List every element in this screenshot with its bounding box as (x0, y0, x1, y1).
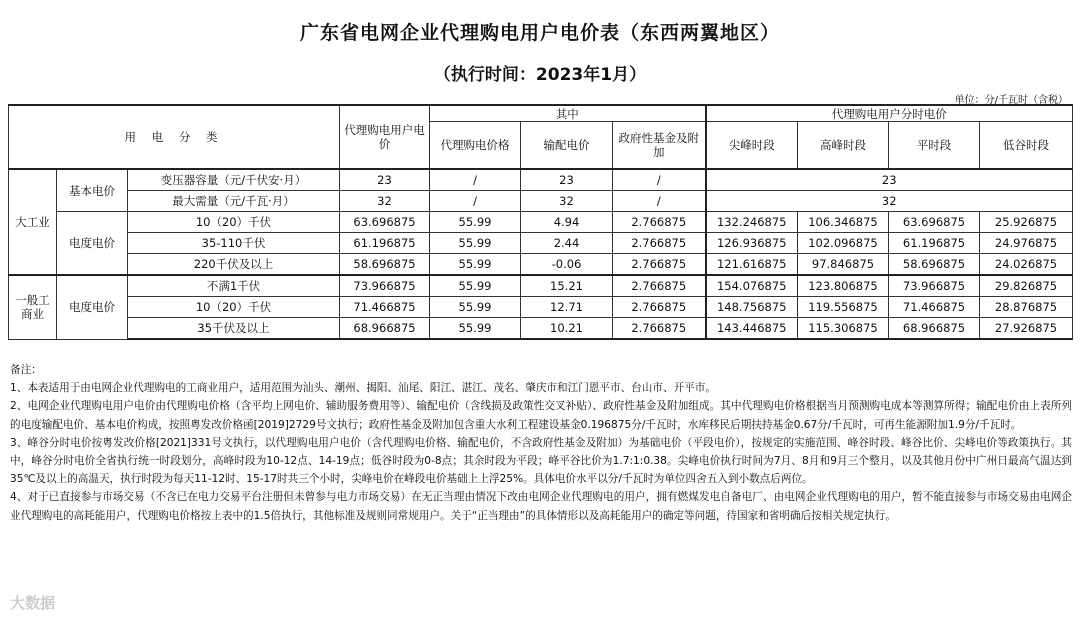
cell-peak: 154.076875 (706, 275, 798, 297)
cell-high: 119.556875 (798, 297, 889, 318)
table-row (9, 191, 1073, 212)
cell-peak: 143.446875 (706, 318, 798, 340)
cell-purchase: 55.99 (430, 233, 521, 254)
cell-agent: 32 (340, 191, 430, 212)
header-valley: 低谷时段 (980, 122, 1073, 170)
cell-agent: 63.696875 (340, 212, 430, 233)
row-label: 最大需量（元/千瓦·月） (128, 191, 340, 212)
cell-agent: 58.696875 (340, 254, 430, 276)
table-row (9, 275, 1073, 297)
header-peak: 尖峰时段 (706, 122, 798, 170)
note-3: 3、峰谷分时电价按粤发改价格[2021]331号文执行，以代理购电用户电价（含代理购电价格、输配电价，不含政府性基金及附加）为基础电价（平段电价），按规定的实施范围、峰谷时段、峰谷比价、尖峰电价等政策执行。其中，峰谷分时电价全省执行统一时段划分，高峰时段为10-12点、14-19点；低谷时段为0-8点；其余时段为平段；峰平谷比价为1.7:1:0.38。尖峰电价执行时间为7月、8月和9月三个整月，以及其他月份中广州日最高气温达到35℃及以上的高温天，执行时段为每天11-12时、15-17时共三个小时，尖峰电价在峰段电价基础上上浮25%。具体电价水平以分/千瓦时为单位四舍五入到小数点后两位。 (10, 436, 1072, 486)
cell-distribution: 4.94 (521, 212, 613, 233)
cell-peak: 126.936875 (706, 233, 798, 254)
header-of-which: 其中 (430, 105, 706, 122)
notes-section (10, 361, 1072, 525)
cell-valley: 28.876875 (980, 297, 1073, 318)
cell-fund: 2.766875 (613, 254, 706, 276)
table-row (9, 169, 1073, 191)
note-1: 1、本表适用于由电网企业代理购电的工商业用户，适用范围为汕头、潮州、揭阳、汕尾、阳江、湛江、茂名、肇庆市和江门恩平市、台山市、开平市。 (10, 382, 716, 395)
cell-fund: 2.766875 (613, 212, 706, 233)
cell-valley: 24.026875 (980, 254, 1073, 276)
cell-tou: 23 (706, 169, 1073, 191)
page-title: 广东省电网企业代理购电用户电价表（东西两翼地区） (299, 22, 780, 44)
table-row (9, 254, 1073, 276)
cell-distribution: 2.44 (521, 233, 613, 254)
table-row (9, 233, 1073, 254)
header-high: 高峰时段 (798, 122, 889, 170)
cell-distribution: 32 (521, 191, 613, 212)
cell-distribution: -0.06 (521, 254, 613, 276)
cell-high: 123.806875 (798, 275, 889, 297)
cell-flat: 61.196875 (889, 233, 980, 254)
cell-agent: 73.966875 (340, 275, 430, 297)
cell-valley: 27.926875 (980, 318, 1073, 340)
group-large-industry: 大工业 (9, 169, 57, 275)
cell-high: 115.306875 (798, 318, 889, 340)
cell-fund: 2.766875 (613, 297, 706, 318)
header-time-of-use: 代理购电用户分时电价 (706, 105, 1073, 122)
table-row (9, 318, 1073, 340)
cell-agent: 68.966875 (340, 318, 430, 340)
cell-purchase: 55.99 (430, 318, 521, 340)
cell-fund: / (613, 191, 706, 212)
group-energy-price: 电度电价 (57, 275, 128, 339)
cell-purchase: / (430, 191, 521, 212)
cell-flat: 68.966875 (889, 318, 980, 340)
header-fund: 政府性基金及附加 (613, 122, 706, 170)
cell-agent: 23 (340, 169, 430, 191)
cell-purchase: / (430, 169, 521, 191)
note-2: 2、电网企业代理购电用户电价由代理购电价格（含平均上网电价、辅助服务费用等）、输配电价（含线损及政策性交叉补贴）、政府性基金及附加组成。其中代理购电价格根据当月预测购电成本等测算所得；输配电价由上表所列的电度输配电价、基本电价构成，按照粤发改价格函[2019]2729号文执行；政府性基金及附加包含重大水利工程建设基金0.196875分/千瓦时，水库移民后期扶持基金0.67分/千瓦时，可再生能源附加1.9分/千瓦时。 (10, 400, 1072, 431)
cell-valley: 25.926875 (980, 212, 1073, 233)
row-label: 35-110千伏 (128, 233, 340, 254)
header-flat: 平时段 (889, 122, 980, 170)
cell-high: 97.846875 (798, 254, 889, 276)
cell-agent: 71.466875 (340, 297, 430, 318)
tariff-table (8, 104, 1073, 340)
group-general: 一般工商业 (9, 275, 57, 339)
row-label: 10（20）千伏 (128, 297, 340, 318)
cell-fund: 2.766875 (613, 318, 706, 340)
cell-flat: 58.696875 (889, 254, 980, 276)
unit-note: 单位：分/千瓦时（含税） (954, 95, 1068, 106)
header-agent-price: 代理购电用户电价 (340, 105, 430, 169)
cell-peak: 121.616875 (706, 254, 798, 276)
cell-distribution: 23 (521, 169, 613, 191)
cell-purchase: 55.99 (430, 297, 521, 318)
cell-purchase: 55.99 (430, 254, 521, 276)
row-label: 10（20）千伏 (128, 212, 340, 233)
cell-distribution: 10.21 (521, 318, 613, 340)
cell-tou: 32 (706, 191, 1073, 212)
cell-agent: 61.196875 (340, 233, 430, 254)
row-label: 220千伏及以上 (128, 254, 340, 276)
cell-high: 106.346875 (798, 212, 889, 233)
cell-valley: 24.976875 (980, 233, 1073, 254)
cell-purchase: 55.99 (430, 275, 521, 297)
header-category: 用 电 分 类 (9, 105, 340, 169)
group-energy-price: 电度电价 (57, 212, 128, 276)
note-4: 4、对于已直接参与市场交易（不含已在电力交易平台注册但未曾参与电力市场交易）在无正当理由情况下改由电网企业代理购电的用户，拥有燃煤发电自备电厂、由电网企业代理购电的用户，暂不能直接参与市场交易由电网企业代理购电的高耗能用户，代理购电价格按上表中的1.5倍执行，其他标准及规则同常规用户。关于“正当理由”的具体情形以及高耗能用户的确定等问题，待国家和省明确后按相关规定执行。 (10, 491, 1072, 522)
notes-heading: 备注： (10, 364, 42, 376)
cell-valley: 29.826875 (980, 275, 1073, 297)
cell-peak: 132.246875 (706, 212, 798, 233)
row-label: 变压器容量（元/千伏安·月） (128, 169, 340, 191)
cell-flat: 71.466875 (889, 297, 980, 318)
watermark: 大数据 (10, 594, 56, 612)
cell-high: 102.096875 (798, 233, 889, 254)
cell-fund: 2.766875 (613, 275, 706, 297)
row-label: 35千伏及以上 (128, 318, 340, 340)
cell-fund: / (613, 169, 706, 191)
cell-fund: 2.766875 (613, 233, 706, 254)
row-label: 不满1千伏 (128, 275, 340, 297)
cell-flat: 63.696875 (889, 212, 980, 233)
table-row (9, 212, 1073, 233)
cell-distribution: 12.71 (521, 297, 613, 318)
header-distribution: 输配电价 (521, 122, 613, 170)
group-basic-price: 基本电价 (57, 169, 128, 212)
cell-distribution: 15.21 (521, 275, 613, 297)
cell-purchase: 55.99 (430, 212, 521, 233)
table-row (9, 297, 1073, 318)
header-purchase: 代理购电价格 (430, 122, 521, 170)
cell-peak: 148.756875 (706, 297, 798, 318)
page-subtitle: （执行时间：2023年1月） (433, 65, 647, 85)
cell-flat: 73.966875 (889, 275, 980, 297)
